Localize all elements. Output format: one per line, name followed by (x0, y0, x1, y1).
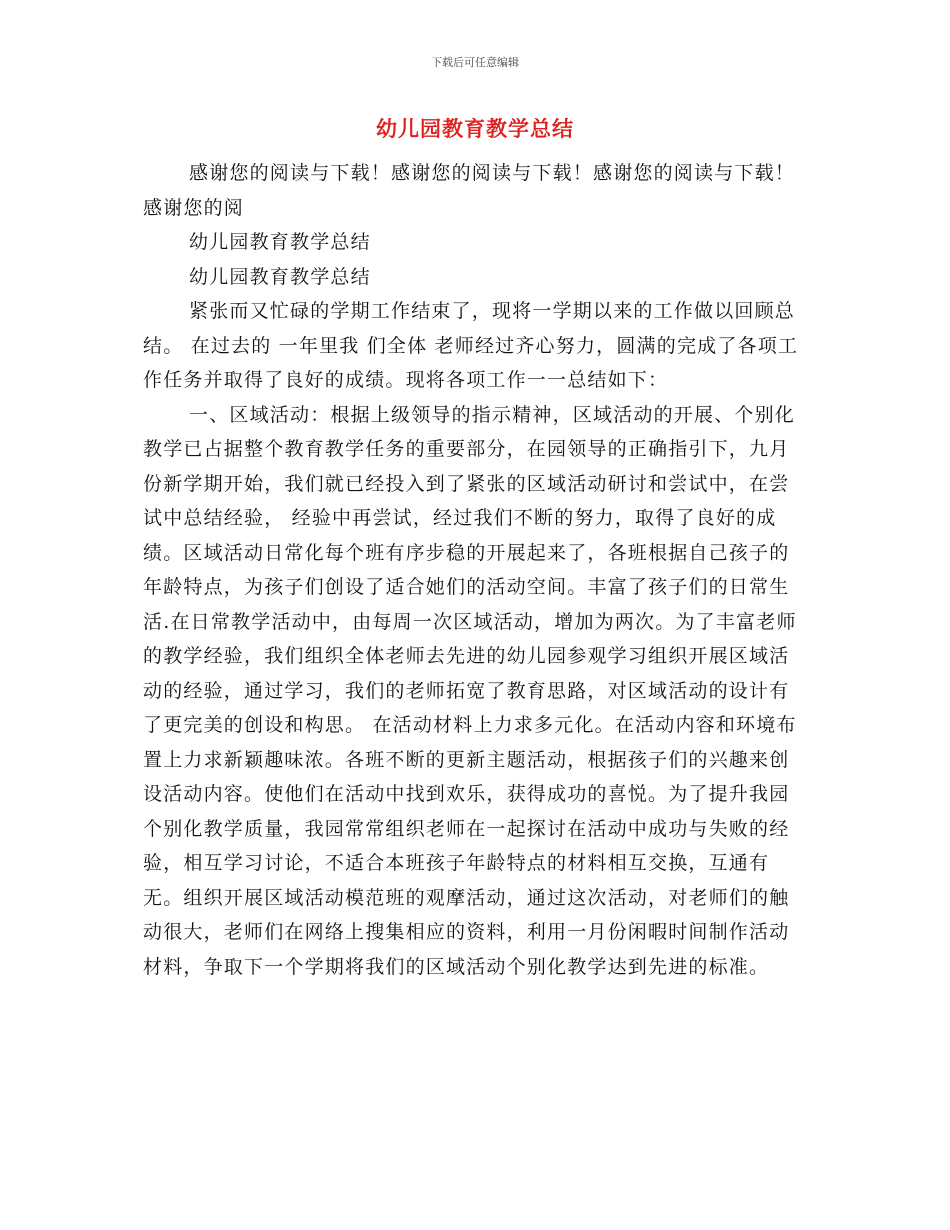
document-body (143, 156, 808, 984)
document-title: 幼儿园教育教学总结 (376, 117, 574, 141)
paragraph-subtitle-2: 幼儿园教育教学总结 (189, 265, 371, 288)
paragraph-thanks: 感谢您的阅读与下载！感谢您的阅读与下载！感谢您的阅读与下载！感谢您的阅 (143, 162, 796, 219)
paragraph-intro: 紧张而又忙碌的学期工作结束了，现将一学期以来的工作做以回顾总结。 在过去的 一年里我 们全体 老师经过齐心努力，圆满的完成了各项工作任务并取得了良好的成绩。现将各项工作一一总结如下： (143, 300, 799, 391)
page-header-note: 下载后可任意编辑 (431, 56, 519, 69)
paragraph-subtitle-1: 幼儿园教育教学总结 (189, 231, 371, 253)
paragraph-section-one: 一、区域活动：根据上级领导的指示精神，区域活动的开展、个别化教学已占据整个教育教学任务的重要部分，在园领导的正确指引下，九月份新学期开始，我们就已经投入到了紧张的区域活动研讨和尝试中，在尝试中总结经验， 经验中再尝试，经过我们不断的努力，取得了良好的成绩。区域活动日常化每个班有序步稳的开展起来了，各班根据自己孩子的年龄特点，为孩子们创设了适合她们的活动空间。丰富了孩子们的日常生活.在日常教学活动中，由每周一次区域活动，增加为两次。为了丰富老师的教学经验，我们组织全体老师去先进的幼儿园参观学习组织开展区域活动的经验，通过学习，我们的老师拓宽了教育思路，对区域活动的设计有了更完美的创设和构思。 在活动材料上力求多元化。在活动内容和环境布置上力求新颖趣味浓。各班不断的更新主题活动，根据孩子们的兴趣来创设活动内容。使他们在活动中找到欢乐，获得成功的喜悦。为了提升我园个别化教学质量，我园常常组织老师在一起探讨在活动中成功与失败的经验，相互学习讨论，不适合本班孩子年龄特点的材料相互交换，互通有无。组织开展区域活动模范班的观摩活动，通过这次活动，对老师们的触动很大，老师们在网络上搜集相应的资料，利用一月份闲暇时间制作活动材料，争取下一个学期将我们的区域活动个别化教学达到先进的标准。 (143, 403, 797, 978)
